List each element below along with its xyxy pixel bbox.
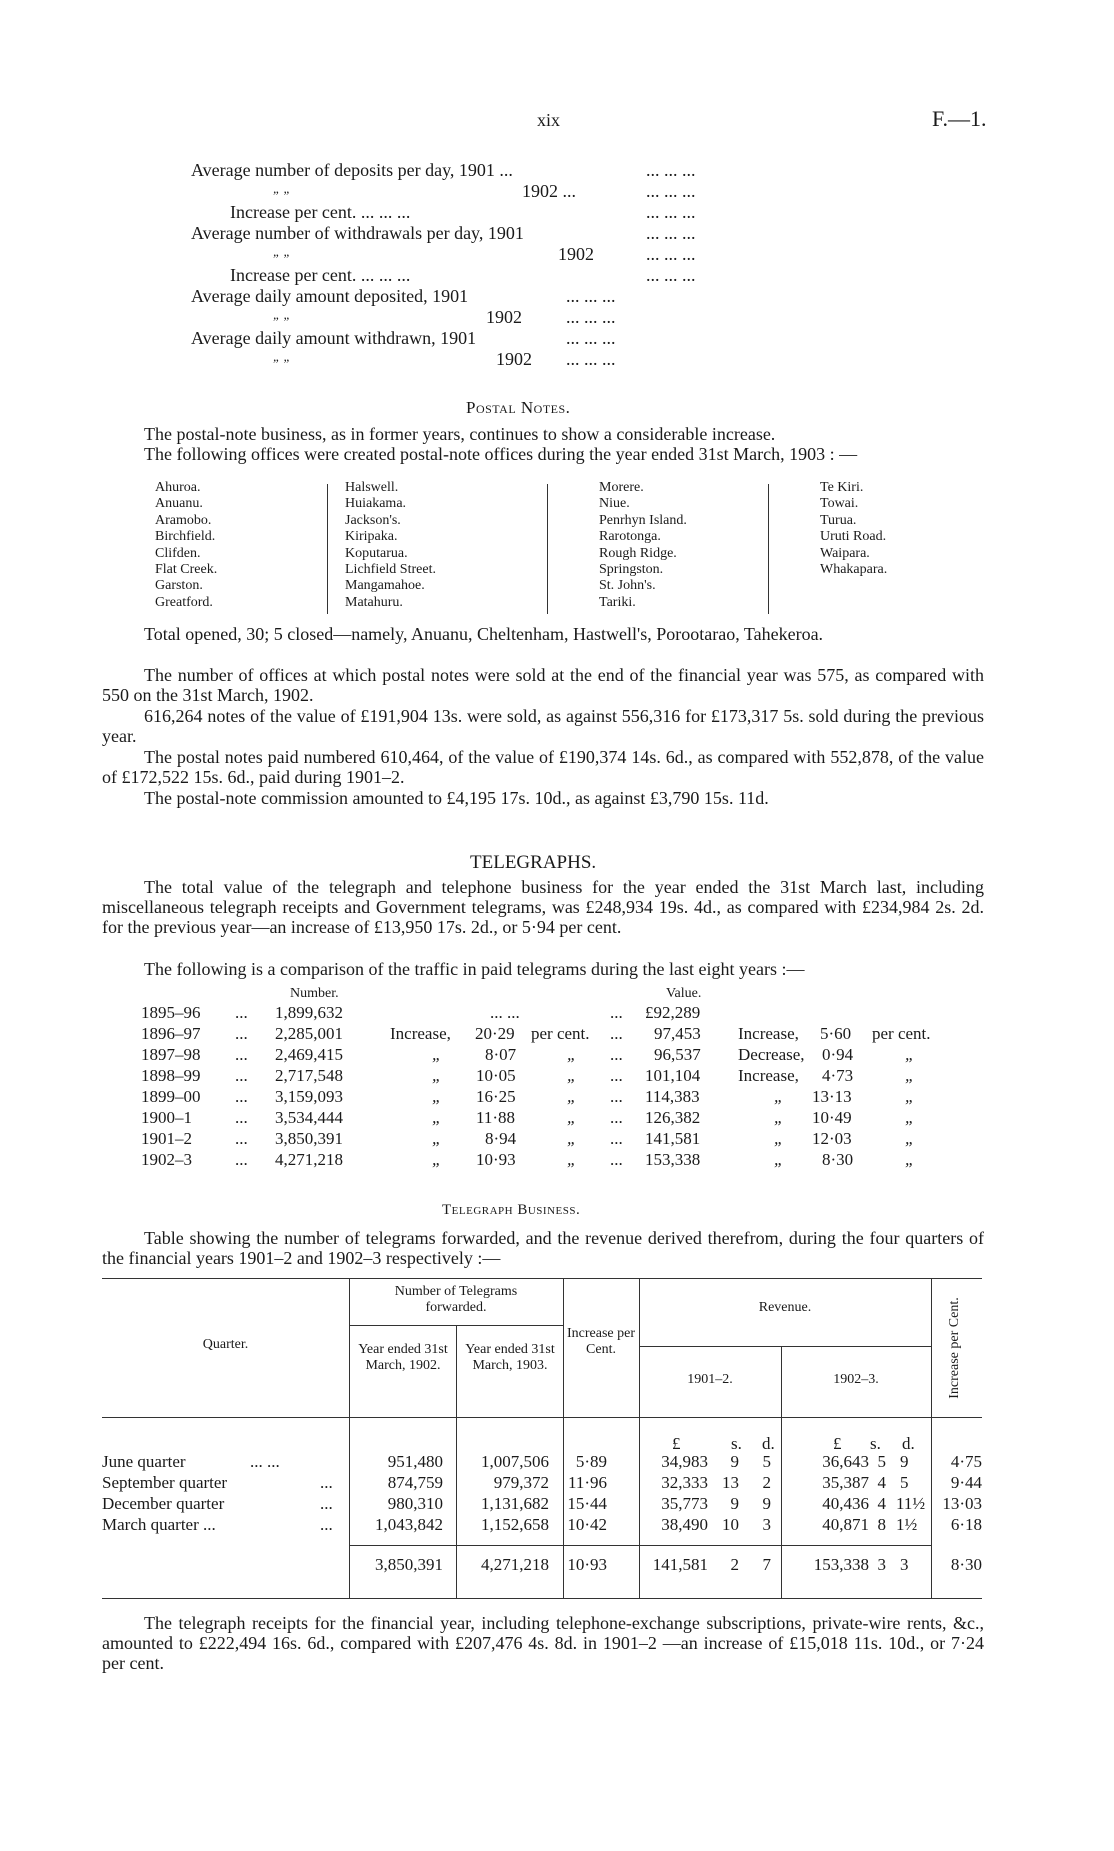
office-name: Birchfield. [155, 529, 216, 545]
offices-sold-paragraph: The number of offices at which postal notes were sold at the end of the financial year was 575, as compared with 550 on the 31st March, 1902. [102, 665, 984, 705]
office-name: Huiakama. [345, 496, 407, 512]
office-name: Rarotonga. [599, 529, 661, 545]
telegraph-business-intro: Table showing the number of telegrams forwarded, and the revenue derived therefrom, during the four quarters of the financial years 1901–2 and 1902–3 respectively :— [102, 1228, 984, 1268]
office-name: Ahuroa. [155, 480, 201, 495]
office-name: Springston. [599, 562, 664, 578]
office-name: Whakapara. [820, 562, 888, 578]
commission-paragraph: The postal-note commission amounted to £4,195 17s. 10d., as against £3,790 15s. 11d. [144, 788, 769, 808]
office-name: Tariki. [599, 594, 636, 610]
telegraphs-comparison-intro: The following is a comparison of the traffic in paid telegrams during the last eight years :— [144, 959, 805, 979]
header-number-forwarded: Number of Telegrams forwarded. [394, 1284, 518, 1315]
notes-paid-paragraph: The postal notes paid numbered 610,464, of the value of £190,374 14s. 6d., as compared with 552,878, of the value of £172,522 15s. 6d., paid during 1901–2. [102, 747, 984, 787]
office-name: Kiripaka. [345, 529, 398, 545]
office-name: Turua. [820, 512, 857, 528]
column-divider [931, 1278, 932, 1598]
office-name: Halswell. [345, 480, 399, 495]
total-opened: Total opened, 30; 5 closed—namely, Anuanu, Cheltenham, Hastwell's, Porootarao, Tahekeroa. [144, 624, 824, 644]
office-name: Jackson's. [345, 512, 401, 528]
postal-notes-intro: The postal-note business, as in former years, continues to show a considerable increase. [144, 424, 776, 444]
offices-column-1 [155, 480, 217, 611]
column-divider [563, 1278, 564, 1598]
header-bottom-rule [102, 1417, 982, 1418]
office-name: Rough Ridge. [599, 545, 677, 561]
unit-shillings: s. [731, 1434, 742, 1453]
header-revenue-1901: 1901–2. [687, 1372, 733, 1387]
office-name: Towai. [820, 496, 859, 512]
column-header-value: Value. [666, 986, 702, 1001]
header-subrule [639, 1346, 932, 1347]
notes-sold-paragraph: 616,264 notes of the value of £191,904 13s. were sold, as against 556,316 for £173,317 5s. sold during the previous year. [102, 706, 984, 746]
header-increase-2: Increase per Cent. [947, 1297, 962, 1399]
telegraph-business-heading: Telegraph Business. [442, 1202, 581, 1218]
office-name: Te Kiri. [820, 480, 864, 495]
office-name: Lichfield Street. [345, 562, 436, 578]
offices-column-2 [345, 480, 436, 611]
office-name: Garston. [155, 578, 203, 594]
office-name: Waipara. [820, 545, 870, 561]
office-name: Anuanu. [155, 496, 203, 512]
office-name: Penrhyn Island. [599, 512, 687, 528]
telegraphs-total-value: The total value of the telegraph and telephone business for the year ended the 31st March last, including miscellaneous telegraph receipts and Government telegrams, was £248,934 19s. 4d., as compared with £234,984 2s. 2d. for the previous year—an increase of £13,950 17s. 2d., or 5·94 per cent. [102, 877, 984, 937]
office-name: Mangamahoe. [345, 578, 425, 594]
totals-rule [349, 1545, 931, 1546]
unit-pounds: £ [672, 1434, 681, 1453]
document-page: xix F.—1. Average number of deposits per day, 1901 ... ... ... ... „ „ 1902 ... ... ... ... Increase per cent. ... ... ... ... ... ... Average number of withdrawals per day, 1901 ... ... ... „ „ 1902 ... ... ... Increase per cent. ... ... ... ... ... ... Average daily amount deposited, 1901 ... ... ... „ „ 1902 ... ... ... Average daily amount withdrawn, 1901 ... ... ... „ „ 1902 ... ... ... Postal Notes. The postal-note business, as in former years, continues to show a considerable increase. The following offices were created postal-note offices during the year ended 31st March, 1903 : — Ahuroa. Anuanu. Aramobo. Birchfield. Clifden. Flat Creek. Garston. Greatford. Halswell. Huiakama. Jackson's. Kiripaka. Koputarua. Lichfield Street. Mangamahoe. Matahuru. Morere. Niue. Penrhyn Island. Rarotonga. Rough Ridge. Springston. St. John's. Tariki. Te Kiri. Towai. Turua. Uruti Road. Waipara. Whakapara. Total opened, 30; 5 closed—namely, Anuanu, Cheltenham, Hastwell's, Porootarao, Tahekeroa. The number of offices at which postal notes were sold at the end of the financial year was 575, as compared with 550 on the 31st March, 1902. 616,264 notes of the value of £191,904 13s. were sold, as against 556,316 for £173,317 5s. sold during the previous year. The postal notes paid numbered 610,464, of the value of £190,374 14s. 6d., as compared with 552,878, of the value of £172,522 15s. 6d., paid during 1901–2. The postal-note commission amounted to £4,195 17s. 10d., as against £3,790 15s. 11d. TELEGRAPHS. The total value of the telegraph and telephone business for the year ended the 31st March last, including miscellaneous telegraph receipts and Government telegrams, was £248,934 19s. 4d., as compared with £234,984 2s. 2d. for the previous year—an increase of £13,950 17s. 2d., or 5·94 per cent. The following is a comparison of the traffic in paid telegrams during the last eight years :— Number. Value. 1895–96 ... 1,899,632 ... ... ... £92,289 1896–97 ... 2,285,001 Increase, 20·29 per cent. ... 97,453 Increase, 5·60 per cent. 1897–98 ... 2,469,415 „ 8·07 „ ... 96,537 Decrease, 0·94 „ 1898–99 ... 2,717,548 „ 10·05 „ ... 101,104 Increase, 4·73 „ 1899–00 ... 3,159,093 „ 16·25 „ ... 114,383 „ 13·13 „ 1900–1 ... 3,534,444 „ 11·88 „ ... 126,382 „ 10·49 „ 1901–2 ... 3,850,391 „ 8·94 „ ... 141,581 „ 12·03 „ 1902–3 ... 4,271,218 „ 10·93 „ ... 153,338 „ 8·30 „ Telegraph Business. Table showing the number of telegrams forwarded, and the revenue derived therefrom, during the four quarters of the financial years 1901–2 and 1902–3 respectively :— Quarter. Number of Telegrams forwarded. Year ended 31st March, 1902. Year ended 31st March, 1903. Increase per Cent. Revenue. 1901–2. 1902–3. Increase per Cent. £ s. d. £ s. d. June quarter ... ... 951,480 1,007,506 5·89 34,983 9 5 36,643 5 9 4·75 September quarter ... 874,759 979,372 11·96 32,333 13 2 35,387 4 5 9·44 December quarter ... 980,310 1,131,682 15·44 35,773 9 9 40,436 4 11½ 13·03 March quarter ... ... 1,043,842 1,152,658 10·42 38,490 10 3 40,871 8 1½ 6·18 3,850,391 4,271,218 10·93 141,581 2 7 153,338 3 3 8·30 The telegraph receipts for the financial year, including telephone-exchange subscriptions, private-wire rents, &c., amounted to £222,494 16s. 6d., compared with £207,476 4s. 8d. in 1901–2 —an increase of £15,018 11s. 10d., or 7·24 per cent. [102, 106, 987, 1673]
office-name: St. John's. [599, 578, 656, 594]
office-name: Greatford. [155, 594, 213, 610]
header-increase: Increase per Cent. [566, 1326, 635, 1357]
table-top-rule [102, 1278, 982, 1279]
header-revenue: Revenue. [758, 1300, 812, 1315]
column-divider [547, 484, 548, 614]
unit-pence: d. [762, 1434, 775, 1453]
offices-column-4 [820, 480, 887, 578]
postal-notes-heading: Postal Notes. [466, 398, 571, 417]
header-year-1903: Year ended 31st March, 1903. [465, 1342, 555, 1373]
postal-notes-offices-intro: The following offices were created postal-note offices during the year ended 31st March, 1903 : — [144, 444, 858, 464]
office-name: Aramobo. [155, 512, 212, 528]
office-name: Flat Creek. [155, 562, 218, 578]
column-divider [768, 484, 769, 614]
column-divider [349, 1278, 350, 1598]
office-name: Matahuru. [345, 594, 403, 610]
column-divider [639, 1278, 640, 1598]
telegraph-receipts-paragraph: The telegraph receipts for the financial year, including telephone-exchange subscriptions, private-wire rents, &c., amounted to £222,494 16s. 6d., compared with £207,476 4s. 8d. in 1901–2 —an increase of £15,018 11s. 10d., or 7·24 per cent. [102, 1613, 984, 1673]
column-divider [456, 1325, 457, 1598]
header-revenue-1902: 1902–3. [833, 1372, 879, 1387]
header-year-1902: Year ended 31st March, 1902. [358, 1342, 448, 1373]
header-quarter: Quarter. [202, 1337, 249, 1352]
unit-shillings: s. [870, 1434, 881, 1453]
column-divider [327, 484, 328, 614]
unit-pounds: £ [833, 1434, 842, 1453]
office-name: Clifden. [155, 545, 201, 561]
office-name: Morere. [599, 480, 644, 495]
unit-pence: d. [902, 1434, 915, 1453]
document-reference: F.—1. [932, 106, 987, 131]
telegraphs-heading: TELEGRAPHS. [470, 852, 597, 873]
offices-column-3 [599, 480, 687, 611]
table-bottom-rule [102, 1598, 982, 1599]
office-name: Koputarua. [345, 545, 408, 561]
office-name: Uruti Road. [820, 529, 887, 545]
column-header-number: Number. [290, 986, 339, 1001]
page-number: xix [537, 110, 561, 130]
office-name: Niue. [599, 496, 630, 512]
